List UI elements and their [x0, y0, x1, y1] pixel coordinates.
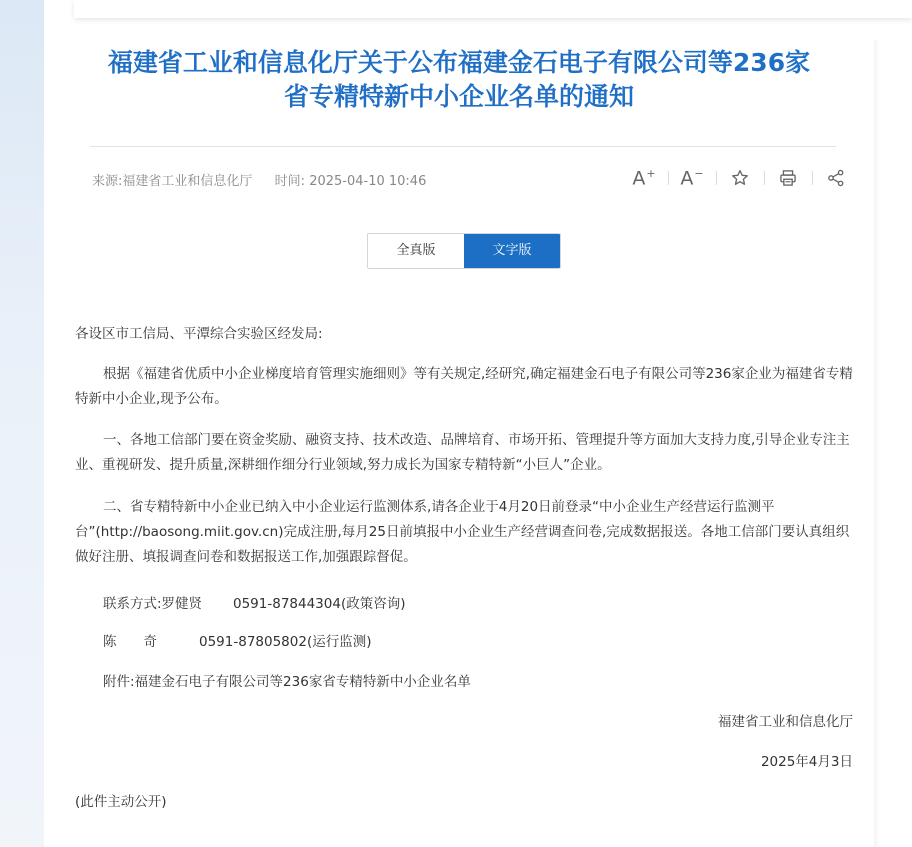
attachment-link[interactable]: 附件:福建金石电子有限公司等236家省专精特新中小企业名单 [103, 674, 471, 690]
article-source: 来源:福建省工业和信息化厅 [92, 174, 253, 189]
article-time-label: 时间: [274, 174, 306, 189]
page-title-line-2: 省专精特新中小企业名单的通知 [283, 82, 634, 111]
greeting: 各设区市工信局、平潭综合实验区经发局: [75, 326, 323, 342]
contact-2-phone: 0591-87805802(运行监测) [199, 634, 372, 650]
article-toolbar [620, 164, 860, 192]
header-panel [74, 0, 912, 18]
font-increase-icon: A+ [632, 166, 656, 190]
paragraph-1: 根据《福建省优质中小企业梯度培育管理实施细则》等有关规定,经研究,确定福建金石电子有限公司等236家企业为福建省专精特新中小企业,现予公布。 [75, 366, 853, 407]
font-decrease-button[interactable] [668, 164, 716, 192]
paragraph-2: 一、各地工信部门要在资金奖励、融资支持、技术改造、品牌培育、市场开拓、管理提升等方面加大支持力度,引导企业专注主业、重视研发、提升质量,深耕细作细分行业领域,努力成长为国家专精特新“小巨人”企业。 [75, 432, 850, 473]
public-note: (此件主动公开) [75, 794, 167, 810]
left-background-strip [0, 0, 44, 847]
contact-2-name: 陈 奇 [103, 634, 157, 650]
full-version-button[interactable]: 全真版 [368, 234, 464, 268]
version-switch [367, 233, 561, 269]
contact-1-name: 联系方式:罗健贤 [103, 596, 203, 612]
paragraph-3: 二、省专精特新中小企业已纳入中小企业运行监测体系,请各企业于4月20日前登录“中小企业生产经营运行监测平台”(http://baosong.miit.gov.cn)完成注册,每月25日前填报中小企业生产经营调查问卷,完成数据报送。各地工信部门要认真组织做好注册、填报调查问卷和数据报送工作,加强跟踪督促。 [75, 499, 850, 565]
print-button[interactable] [764, 164, 812, 192]
contact-line-1 [103, 592, 405, 617]
font-decrease-icon: A− [680, 166, 704, 190]
right-edge-shadow [874, 40, 880, 847]
page-title [44, 46, 874, 114]
contact-line-2 [103, 630, 371, 655]
text-version-button[interactable]: 文字版 [464, 234, 560, 268]
signature-date: 2025年4月3日 [760, 754, 853, 770]
contact-1-phone: 0591-87844304(政策咨询) [233, 596, 406, 612]
article-time-value: 2025-04-10 10:46 [309, 174, 427, 189]
title-divider [90, 146, 836, 147]
favorite-button[interactable] [716, 164, 764, 192]
share-button[interactable] [812, 164, 860, 192]
share-icon [826, 168, 846, 188]
font-increase-button[interactable] [620, 164, 668, 192]
signature-organization: 福建省工业和信息化厅 [718, 714, 853, 730]
star-icon [730, 168, 750, 188]
article-meta [92, 170, 426, 189]
page-title-line-1: 福建省工业和信息化厅关于公布福建金石电子有限公司等236家 [107, 48, 811, 77]
print-icon [778, 168, 798, 188]
